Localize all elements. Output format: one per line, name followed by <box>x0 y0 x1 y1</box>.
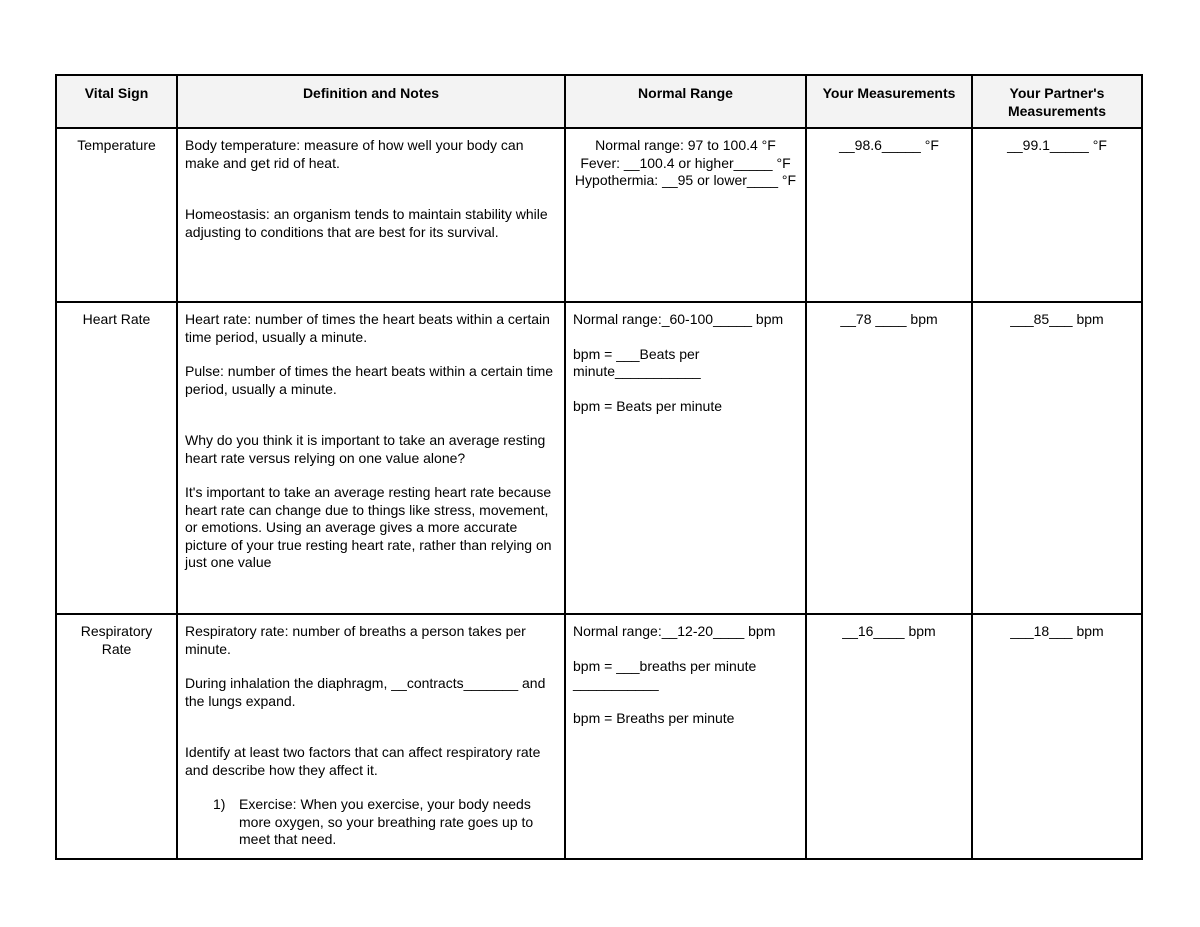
table-row-heart-rate <box>56 302 1142 614</box>
note-text: Respiratory rate: number of breaths a person takes per minute. <box>185 623 526 657</box>
note-answer: It's important to take an average resting heart rate because heart rate can change due to things like stress, movement, or emotions. Using an average gives a more accurate picture of your true resting heart rate, rather than relying on just one value <box>185 484 552 570</box>
notes-heart-rate <box>177 302 565 614</box>
notes-temperature <box>177 128 565 302</box>
factor-list-item <box>185 796 557 849</box>
header-vital-sign: Vital Sign <box>56 75 177 128</box>
range-line: bpm = ___Beats per minute___________ <box>573 345 701 379</box>
range-line: bpm = Breaths per minute <box>573 709 735 726</box>
range-line: bpm = ___breaths per minute ___________ <box>573 657 757 691</box>
header-partner-measurements: Your Partner's Measurements <box>972 75 1142 128</box>
range-line: Normal range:__12-20____ bpm <box>573 623 776 639</box>
range-line: Normal range:_60-100_____ bpm <box>573 311 784 327</box>
partner-measurement-respiratory-rate: ___18___ bpm <box>972 614 1142 859</box>
note-text: Heart rate: number of times the heart beats within a certain time period, usually a minute. <box>185 311 550 345</box>
your-measurement-temperature: __98.6_____ °F <box>806 128 972 302</box>
range-line: Normal range: 97 to 100.4 °F <box>595 137 776 153</box>
range-line: Hypothermia: __95 or lower____ °F <box>574 172 797 188</box>
note-text: Pulse: number of times the heart beats within a certain time period, usually a minute. <box>185 363 554 397</box>
factor-text: Exercise: When you exercise, your body needs more oxygen, so your breathing rate goes up to meet that need. <box>239 796 534 847</box>
note-text: Homeostasis: an organism tends to maintain stability while adjusting to conditions that are best for its survival. <box>185 206 548 240</box>
vital-signs-table <box>55 74 1143 860</box>
vital-sign-heart-rate: Heart Rate <box>56 302 177 614</box>
your-measurement-respiratory-rate: __16____ bpm <box>806 614 972 859</box>
your-measurement-heart-rate: __78 ____ bpm <box>806 302 972 614</box>
partner-measurement-heart-rate: ___85___ bpm <box>972 302 1142 614</box>
range-line: Fever: __100.4 or higher_____ °F <box>580 154 791 171</box>
range-respiratory-rate <box>565 614 806 859</box>
vital-sign-temperature: Temperature <box>56 128 177 302</box>
range-line: bpm = Beats per minute <box>573 397 723 414</box>
header-normal-range: Normal Range <box>565 75 806 128</box>
header-row <box>56 75 1142 128</box>
note-question: Why do you think it is important to take an average resting heart rate versus relying on one value alone? <box>185 432 546 466</box>
table-row-temperature <box>56 128 1142 302</box>
notes-respiratory-rate <box>177 614 565 859</box>
note-text: Body temperature: measure of how well your body can make and get rid of heat. <box>185 137 524 171</box>
range-heart-rate <box>565 302 806 614</box>
vital-sign-respiratory-rate: Respiratory Rate <box>56 614 177 859</box>
partner-measurement-temperature: __99.1_____ °F <box>972 128 1142 302</box>
note-question: Identify at least two factors that can affect respiratory rate and describe how they affect it. <box>185 744 541 778</box>
factor-number: 1) <box>213 796 226 812</box>
range-temperature <box>565 128 806 302</box>
table-row-respiratory-rate <box>56 614 1142 859</box>
header-definition: Definition and Notes <box>177 75 565 128</box>
note-text: During inhalation the diaphragm, __contracts_______ and the lungs expand. <box>185 675 546 709</box>
header-your-measurements: Your Measurements <box>806 75 972 128</box>
